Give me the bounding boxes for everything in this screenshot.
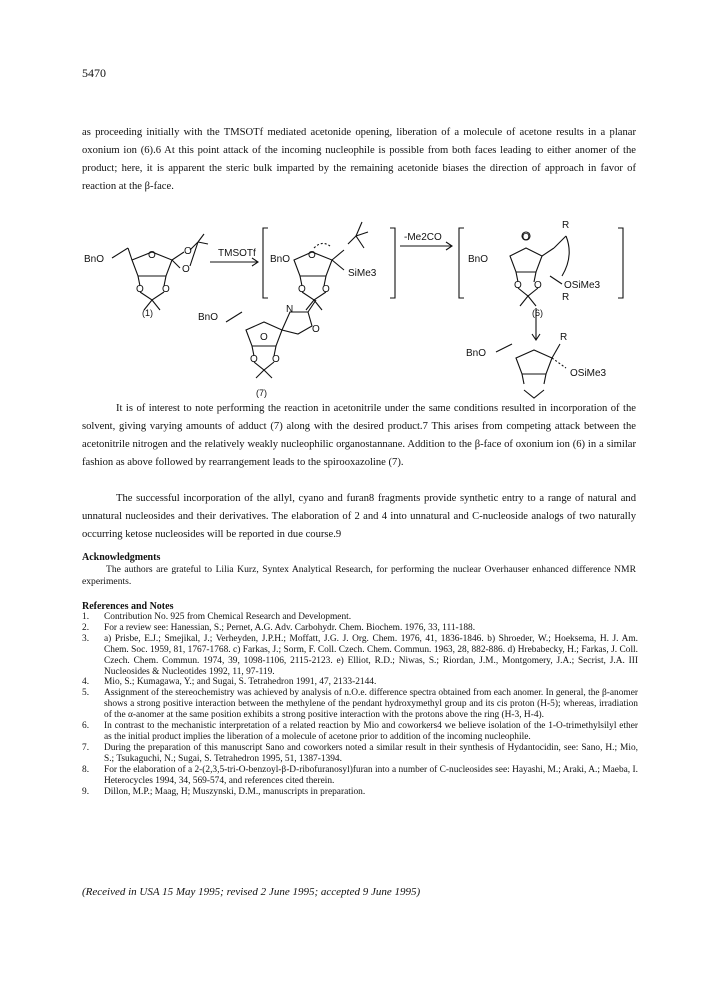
reagent-tmsotf: TMSOTf: [218, 248, 256, 259]
compound-label-6: (6): [532, 308, 543, 318]
paragraph-1: as proceeding initially with the TMSOTf mediated acetonide opening, liberation of a molecule of acetone results in a planar oxonium ion (6).6 At this point attack of the incoming nucleophile is possible from both faces leading to either anomer of the product; here, it is apparent the steric bulk imparted by the remaining acetonide biases the direction of approach in favor of reaction at the β-face.: [82, 127, 636, 192]
page-number: 5470: [82, 66, 106, 80]
bno-label-1: BnO: [84, 254, 105, 265]
reference-number: 1.: [82, 612, 90, 622]
compound-label-1: (1): [142, 308, 153, 318]
reference-text: Contribution No. 925 from Chemical Research and Development.: [104, 612, 352, 622]
acetonide-o-2a: O: [298, 284, 306, 295]
acetonide-o-6a: O: [514, 280, 522, 291]
r-group-6b: R: [562, 220, 570, 231]
acetonide-o-7a: O: [250, 354, 258, 365]
acetonide-o-1b: O: [162, 284, 170, 295]
reference-text: For the elaboration of a 2-(2,3,5-tri-O-benzoyl-β-D-ribofuranosyl)furan into a number of C-nucleosides see: Hayashi, M.; Araki, A.; Maeba, I. Heterocycles 1994, 34, 569-574, and references cited therein.: [104, 764, 638, 786]
reference-text: Mio, S.; Kumagawa, Y.; and Sugai, S. Tetrahedron 1991, 47, 2133-2144.: [104, 677, 377, 688]
reference-item: [82, 634, 638, 678]
oxonium-o: O: [522, 232, 530, 243]
o-1c: O: [184, 246, 192, 257]
reference-item: [82, 623, 638, 634]
reagent-me2co: -Me2CO: [404, 232, 442, 243]
acknowledgments-text: The authors are grateful to Lilia Kurz, Syntex Analytical Research, for performing the nuclear Overhauser enhanced difference NMR experiments.: [82, 564, 636, 587]
reference-number: 8.: [82, 764, 90, 775]
o-1d: O: [182, 264, 190, 275]
acetonide-o-1a: O: [136, 284, 144, 295]
reference-item: [82, 721, 638, 743]
reference-number: 6.: [82, 721, 90, 732]
reference-number: 3.: [82, 633, 90, 644]
reference-text: Assignment of the stereochemistry was achieved by analysis of n.O.e. difference spectra obtained from each anomer. In general, the β-anomer shows a strong positive interaction between the methylene of the pendant hydroxymethyl group and its cis proton (H-5); whereas, irradiation of the α-anomer at the same position exhibits a strong positive interaction with the protons above the ring (H-3, H-4).: [104, 688, 638, 721]
reference-item: [82, 787, 638, 798]
bno-label-3: BnO: [468, 254, 489, 265]
reference-item: [82, 765, 638, 787]
reference-number: 4.: [82, 677, 90, 688]
acetonide-o-7b: O: [272, 354, 280, 365]
acetonide-o-6b: O: [534, 280, 542, 291]
bno-label-2: BnO: [270, 254, 291, 265]
reference-number: 5.: [82, 688, 90, 699]
structure-6-oxonium: [459, 228, 623, 306]
reference-item: [82, 677, 638, 688]
product-structure: [496, 344, 566, 398]
bno-label-7: BnO: [198, 312, 219, 323]
acetonide-o-2b: O: [322, 284, 330, 295]
sime3-label: SiMe3: [348, 268, 377, 279]
reference-number: 9.: [82, 786, 90, 797]
intermediate-structure: [263, 222, 395, 310]
ring-oxygen-7: O: [260, 332, 268, 343]
compound-label-7: (7): [256, 388, 267, 398]
reference-number: 2.: [82, 622, 90, 633]
r-group-product: R: [560, 332, 568, 343]
reference-text: For a review see: Hanessian, S.; Pernet, A.G. Adv. Carbohydr. Chem. Biochem. 1976, 33, 111-188.: [104, 622, 476, 633]
ring-oxygen-1: O: [148, 250, 156, 261]
reference-text: a) Prisbe, E.J.; Smejikal, J.; Verheyden, J.P.H.; Moffatt, J.G. J. Org. Chem. 1976, 41, 1836-1846. b) Shroeder, W.; Hoeksema, H. J. Am. Chem. Soc. 1959, 81, 1767-1768. c) Farkas, J.; Sorm, F. Coll. Czech. Chem. Commun. 1963, 28, 882-886. d) Hrebabecky, H.; Farkas, J. Coll. Czech. Chem. Commun. 1974, 39, 1098-1106, 2115-2123. e) Elliot, R.D.; Niwas, S.; Riordan, J.M., Montgomery, J.A.; Secrist, J.A. III Nucleosides & Nucleotides 1992, 11, 97-119.: [104, 633, 638, 677]
references-heading: References and Notes: [82, 601, 174, 612]
acknowledgments-heading: Acknowledgments: [82, 552, 161, 563]
osime3-label-6: OSiMe3: [564, 280, 601, 291]
r-group-6a: R: [562, 292, 570, 303]
o-atom-7: O: [312, 324, 320, 335]
references-list: [82, 612, 638, 797]
ring-oxygen-2: O: [308, 250, 316, 261]
reference-item: [82, 612, 638, 623]
reference-text: Dillon, M.P.; Maag, H; Muszynski, D.M., manuscripts in preparation.: [104, 786, 366, 797]
reference-number: 7.: [82, 742, 90, 753]
n-atom-7: N: [286, 304, 294, 315]
reference-text: In contrast to the mechanistic interpretation of a related reaction by Mio and coworkers4 we believe isolation of the 1-O-trimethylsilyl ether as the initial product implies the liberation of a molecule of acetone prior to addition of the incoming nucleophile.: [104, 721, 638, 742]
received-dates: (Received in USA 15 May 1995; revised 2 June 1995; accepted 9 June 1995): [82, 886, 421, 898]
structure-1: [112, 234, 208, 310]
reference-text: During the preparation of this manuscript Sano and coworkers noted a similar result in their synthesis of Hydantocidin, see: Sano, H.; Mio, S.; Tsukaguchi, N.; Sugai, S. Tetrahedron 1995, 51, 1387-1394.: [104, 742, 638, 764]
paragraph-3: The successful incorporation of the allyl, cyano and furan8 fragments provide synthetic entry to a range of natural and unnatural nucleosides and their derivatives. The elaboration of 2 and 4 into unnatural and C-nucleoside analogs of two naturally occurring ketose nucleosides will be reported in due course.9: [82, 493, 636, 540]
paragraph-2: It is of interest to note performing the reaction in acetonitrile under the same conditions resulted in incorporation of the solvent, giving varying amounts of adduct (7) along with the desired product.7 This arises from competing attack between the acetonitrile nitrogen and the relatively weakly nucleophilic organostannane. Addition to the β-face of oxonium ion (6) in a similar fashion as above followed by rearrangement leads to the spirooxazoline (7).: [82, 403, 636, 468]
reference-item: [82, 743, 638, 765]
osime3-label-product: OSiMe3: [570, 368, 607, 379]
structure-7: [226, 300, 316, 378]
reaction-scheme: [80, 200, 640, 400]
reference-item: [82, 688, 638, 721]
bno-label-product: BnO: [466, 348, 487, 359]
